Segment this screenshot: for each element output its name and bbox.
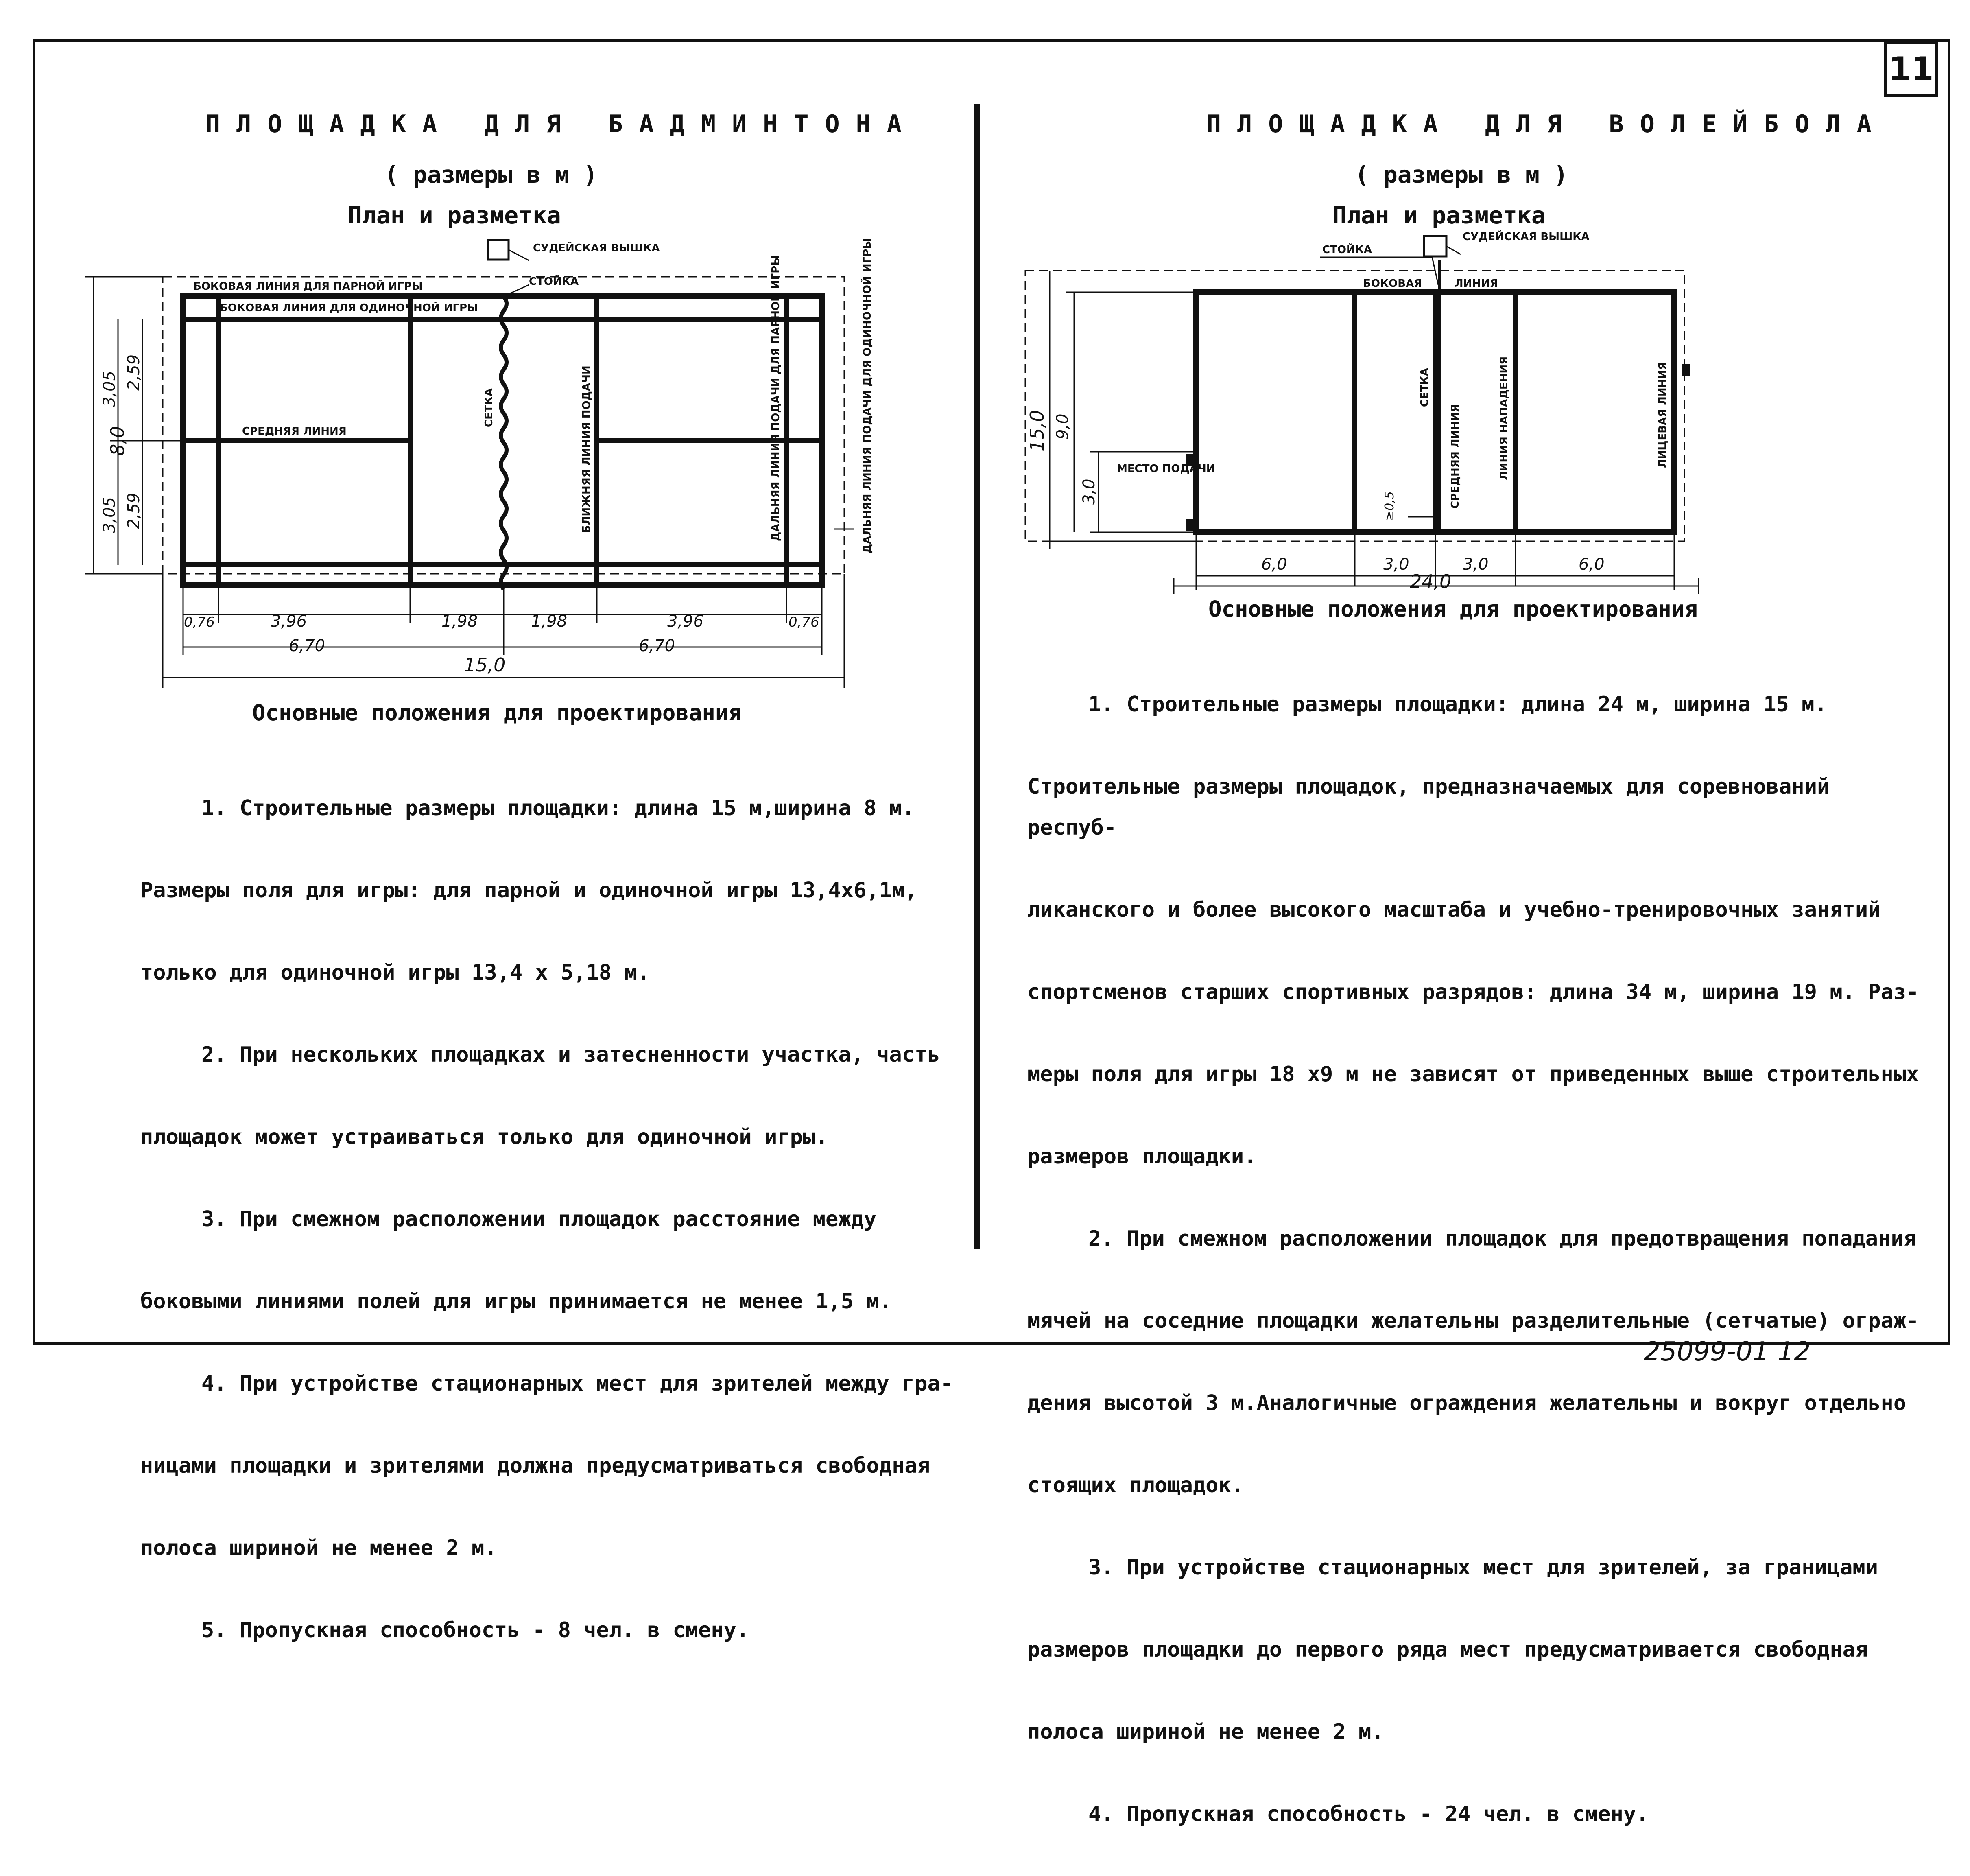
volleyball-para: дения высотой 3 м.Аналогичные ограждения желательны и вокруг отдельно — [1027, 1391, 1907, 1415]
volleyball-middle-line-label: СРЕДНЯЯ ЛИНИЯ — [1449, 404, 1461, 509]
volleyball-attack-line-label: ЛИНИЯ НАПАДЕНИЯ — [1498, 356, 1510, 480]
volleyball-sideline-left-label: БОКОВАЯ — [1363, 278, 1422, 290]
badminton-dim-d2: 3,96 — [271, 612, 307, 631]
badminton-dim-half-left: 6,70 — [289, 636, 325, 655]
volleyball-para: размеров площадки. — [1027, 1144, 1257, 1169]
badminton-dim-outer-bottom: 3,05 — [100, 496, 119, 533]
document-code: 25099-01 12 — [1644, 1337, 1811, 1367]
badminton-net-label: СЕТКА — [483, 388, 495, 427]
volleyball-net-label: СЕТКА — [1419, 368, 1431, 407]
badminton-dim-inner-top: 2,59 — [124, 354, 143, 391]
volleyball-court — [1025, 236, 1699, 594]
badminton-dim-d1: 0,76 — [184, 614, 215, 630]
volleyball-dim-width: 15,0 — [1026, 410, 1048, 452]
volleyball-units: ( размеры в м ) — [1355, 161, 1568, 188]
badminton-plan-title: План и разметка — [348, 201, 561, 229]
volleyball-dim-d3: 3,0 — [1463, 555, 1489, 574]
badminton-text — [140, 747, 954, 1692]
badminton-para: Размеры поля для игры: для парной и одиночной игры 13,4х6,1м, — [140, 878, 917, 903]
badminton-para: боковыми линиями полей для игры принимается не менее 1,5 м. — [140, 1289, 892, 1314]
volleyball-title: ПЛОЩАДКА ДЛЯ ВОЛЕЙБОЛА — [1206, 110, 1888, 138]
badminton-long-service-singles-label: ДАЛЬНЯЯ ЛИНИЯ ПОДАЧИ ДЛЯ ОДИНОЧНОЙ ИГРЫ — [861, 238, 874, 553]
badminton-units: ( размеры в м ) — [384, 161, 598, 188]
badminton-short-service-label: БЛИЖНЯЯ ЛИНИЯ ПОДАЧИ — [581, 365, 593, 533]
badminton-singles-sideline-label: БОКОВАЯ ЛИНИЯ ДЛЯ ОДИНОЧНОЙ ИГРЫ — [220, 302, 478, 314]
volleyball-judge-tower-label: СУДЕЙСКАЯ ВЫШКА — [1463, 231, 1590, 243]
volleyball-para: спортсменов старших спортивных разрядов: длина 34 м, ширина 19 м. Раз- — [1027, 980, 1919, 1004]
volleyball-dim-inner-width: 9,0 — [1053, 413, 1072, 439]
badminton-doubles-sideline-label: БОКОВАЯ ЛИНИЯ ДЛЯ ПАРНОЙ ИГРЫ — [193, 280, 423, 293]
volleyball-dim-length: 24,0 — [1410, 571, 1452, 593]
badminton-dim-length: 15,0 — [464, 654, 506, 676]
badminton-para: ницами площадки и зрителями должна предусматриваться свободная — [140, 1454, 930, 1478]
volleyball-para: мячей на соседние площадки желательны разделительные (сетчатые) ограж- — [1027, 1309, 1919, 1333]
badminton-para: 4. При устройстве стационарных мест для зрителей между гра- — [201, 1371, 953, 1396]
badminton-para: 5. Пропускная способность - 8 чел. в смену. — [201, 1618, 749, 1642]
volleyball-section-title: Основные положения для проектирования — [1208, 596, 1698, 622]
badminton-post-label: СТОЙКА — [529, 275, 579, 288]
volleyball-service-area-label: МЕСТО ПОДАЧИ — [1117, 463, 1215, 475]
volleyball-dim-d4: 6,0 — [1579, 555, 1605, 574]
badminton-dim-inner-bottom: 2,59 — [124, 492, 143, 529]
volleyball-plan-title: План и разметка — [1332, 201, 1546, 229]
volleyball-dim-service-width: 3,0 — [1080, 479, 1099, 505]
badminton-dim-d3: 1,98 — [441, 612, 478, 631]
badminton-section-title: Основные положения для проектирования — [252, 700, 742, 726]
badminton-net — [501, 296, 507, 589]
badminton-dim-d5: 3,96 — [667, 612, 704, 631]
badminton-para: только для одиночной игры 13,4 х 5,18 м. — [140, 960, 650, 985]
volleyball-para: 1. Строительные размеры площадки: длина 24 м, ширина 15 м. — [1088, 692, 1827, 717]
badminton-title: ПЛОЩАДКА ДЛЯ БАДМИНТОНА — [205, 110, 918, 138]
badminton-dim-d6: 0,76 — [788, 614, 819, 630]
volleyball-post-label: СТОЙКА — [1322, 244, 1372, 256]
badminton-dim-width: 8,0 — [107, 426, 129, 456]
volleyball-para: Строительные размеры площадок, предназначаемых для соревнований респуб- — [1027, 774, 1830, 840]
badminton-para: 2. При нескольких площадках и затесненности участка, часть — [201, 1043, 940, 1067]
badminton-para: полоса шириной не менее 2 м. — [140, 1536, 497, 1560]
badminton-long-service-doubles-label: ДАЛЬНЯЯ ЛИНИЯ ПОДАЧИ ДЛЯ ПАРНОЙ ИГРЫ — [770, 254, 782, 541]
volleyball-para: полоса шириной не менее 2 м. — [1027, 1720, 1384, 1744]
badminton-para: 3. При смежном расположении площадок расстояние между — [201, 1207, 877, 1231]
volleyball-end-line-label: ЛИЦЕВАЯ ЛИНИЯ — [1657, 361, 1669, 468]
volleyball-para: размеров площадки до первого ряда мест предусматривается свободная — [1027, 1638, 1868, 1662]
volleyball-para: 2. При смежном расположении площадок для предотвращения попадания — [1088, 1227, 1916, 1251]
badminton-para: площадок может устраиваться только для одиночной игры. — [140, 1125, 828, 1149]
sheet-number: 11 — [1884, 41, 1938, 97]
volleyball-dim-d2: 3,0 — [1383, 555, 1409, 574]
volleyball-judge-tower-box — [1424, 236, 1446, 256]
badminton-dim-outer-top: 3,05 — [100, 370, 119, 407]
volleyball-para: 4. Пропускная способность - 24 чел. в смену. — [1088, 1802, 1649, 1826]
badminton-para: 1. Строительные размеры площадки: длина 15 м,ширина 8 м. — [201, 796, 915, 820]
badminton-judge-tower-label: СУДЕЙСКАЯ ВЫШКА — [533, 242, 660, 254]
volleyball-para: 3. При устройстве стационарных мест для зрителей, за границами — [1088, 1555, 1878, 1580]
volleyball-para: меры поля для игры 18 х9 м не зависят от приведенных выше строительных — [1027, 1062, 1919, 1087]
volleyball-text — [1027, 643, 1931, 1876]
badminton-middle-line-label: СРЕДНЯЯ ЛИНИЯ — [242, 425, 347, 437]
volleyball-para: стоящих площадок. — [1027, 1473, 1244, 1498]
badminton-judge-tower-box — [488, 240, 509, 260]
badminton-dim-d4: 1,98 — [531, 612, 568, 631]
badminton-dim-half-right: 6,70 — [639, 636, 675, 655]
volleyball-dim-d1: 6,0 — [1261, 555, 1287, 574]
volleyball-dim-net-offset: ≥0,5 — [1382, 491, 1397, 521]
volleyball-sideline-right-label: ЛИНИЯ — [1455, 278, 1498, 290]
volleyball-para: ликанского и более высокого масштаба и учебно-тренировочных занятий — [1027, 898, 1881, 922]
